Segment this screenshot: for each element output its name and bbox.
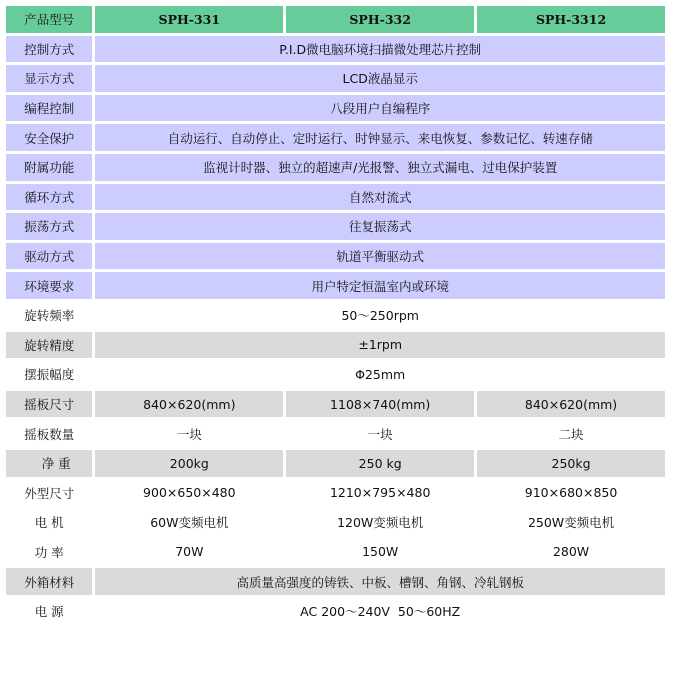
row-supply [6,598,665,625]
model-1: SPH-331 [95,6,283,33]
row-value: 八段用户自编程序 [95,95,665,122]
row-material [6,568,665,595]
row-value-1: 一块 [95,420,283,447]
row-value: 自动运行、自动停止、定时运行、时钟显示、来电恢复、参数记忆、转速存储 [95,124,665,151]
row-label: 显示方式 [6,65,92,92]
row-label: 净 重 [6,450,92,477]
row-accuracy [6,332,665,359]
row-value-1: 200kg [95,450,283,477]
row-label: 环境要求 [6,272,92,299]
row-value: 往复振荡式 [95,213,665,240]
row-value-1: 70W [95,539,283,566]
row-value-3: 250W变频电机 [477,509,665,536]
row-label: 外箱材料 [6,568,92,595]
row-value: ±1rpm [95,332,665,359]
row-plate-count [6,420,665,447]
row-label: 驱动方式 [6,243,92,270]
row-value-2: 120W变频电机 [286,509,474,536]
row-label: 控制方式 [6,36,92,63]
row-value: 轨道平衡驱动式 [95,243,665,270]
row-value-3: 250kg [477,450,665,477]
row-value: Φ25mm [95,361,665,388]
row-value-2: 250 kg [286,450,474,477]
row-drive [6,243,665,270]
row-label: 电 机 [6,509,92,536]
row-label: 旋转频率 [6,302,92,329]
row-value: 用户特定恒温室内或环境 [95,272,665,299]
row-label: 外型尺寸 [6,480,92,507]
spec-table [3,3,668,627]
row-label: 电 源 [6,598,92,625]
model-2: SPH-332 [286,6,474,33]
row-value-2: 150W [286,539,474,566]
row-oscillation [6,213,665,240]
row-label: 摇板尺寸 [6,391,92,418]
row-value-3: 280W [477,539,665,566]
row-label: 功 率 [6,539,92,566]
row-display [6,65,665,92]
row-accessory [6,154,665,181]
row-value-1: 900×650×480 [95,480,283,507]
row-label: 摆振幅度 [6,361,92,388]
row-value-1: 60W变频电机 [95,509,283,536]
row-value-3: 840×620(mm) [477,391,665,418]
row-dimensions [6,480,665,507]
row-value-3: 910×680×850 [477,480,665,507]
row-value-2: 1210×795×480 [286,480,474,507]
row-label: 安全保护 [6,124,92,151]
header-label: 产品型号 [6,6,92,33]
row-plate-size [6,391,665,418]
row-value: LCD液晶显示 [95,65,665,92]
row-value: AC 200～240V 50～60HZ [95,598,665,625]
row-circulation [6,184,665,211]
row-value: P.I.D微电脑环境扫描微处理芯片控制 [95,36,665,63]
row-amplitude [6,361,665,388]
row-value-3: 二块 [477,420,665,447]
row-value: 高质量高强度的铸铁、中板、槽钢、角钢、冷轧钢板 [95,568,665,595]
row-label: 振荡方式 [6,213,92,240]
row-label: 附属功能 [6,154,92,181]
row-motor [6,509,665,536]
row-label: 编程控制 [6,95,92,122]
row-value-1: 840×620(mm) [95,391,283,418]
row-power [6,539,665,566]
row-value: 自然对流式 [95,184,665,211]
row-value: 监视计时器、独立的超速声/光报警、独立式漏电、过电保护装置 [95,154,665,181]
model-3: SPH-3312 [477,6,665,33]
row-label: 旋转精度 [6,332,92,359]
row-value: 50～250rpm [95,302,665,329]
row-value-2: 1108×740(mm) [286,391,474,418]
row-safety [6,124,665,151]
row-label: 循环方式 [6,184,92,211]
row-label: 摇板数量 [6,420,92,447]
header-row [6,6,665,33]
row-control [6,36,665,63]
row-value-2: 一块 [286,420,474,447]
row-environment [6,272,665,299]
row-net-weight [6,450,665,477]
row-frequency [6,302,665,329]
row-program [6,95,665,122]
